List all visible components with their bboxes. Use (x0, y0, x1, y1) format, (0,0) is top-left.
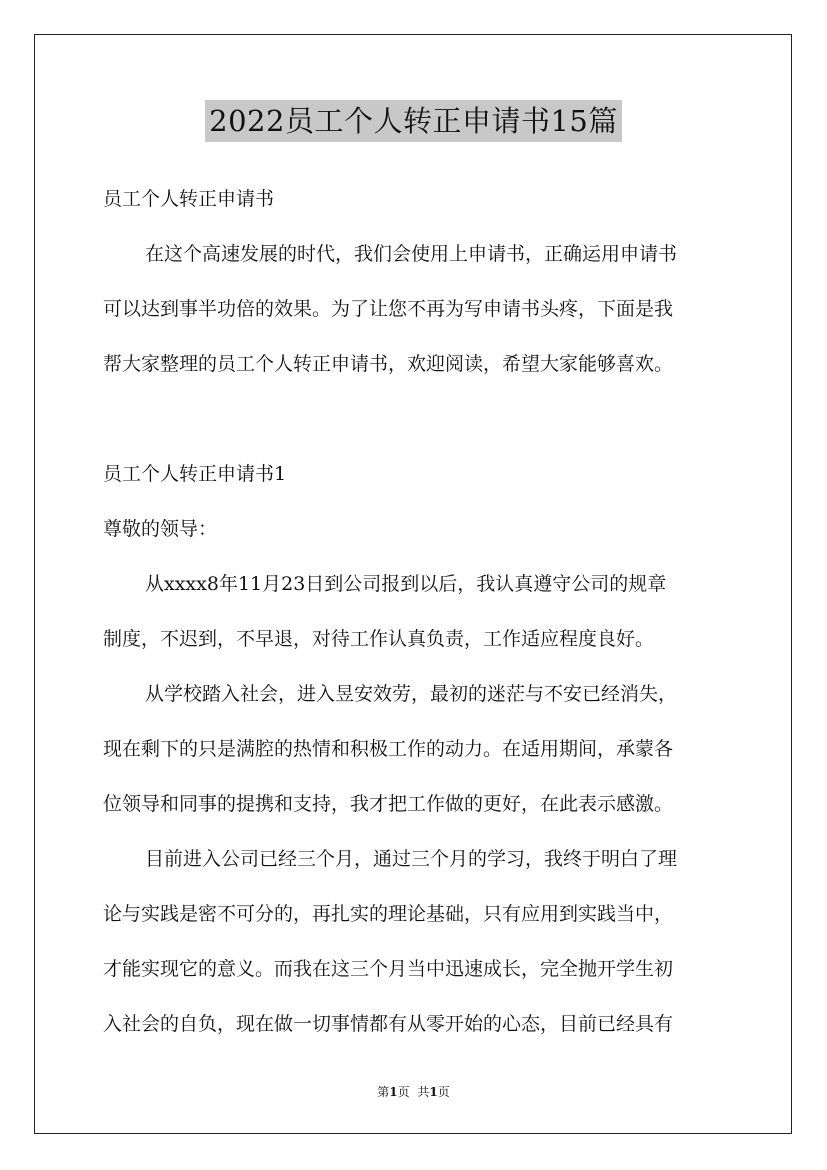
total-pages: 1 (429, 1085, 438, 1099)
total-suffix: 页 (437, 1085, 450, 1099)
salutation: 尊敬的领导： (103, 518, 218, 540)
paragraph-line: 现在剩下的只是满腔的热情和积极工作的动力。在适用期间，承蒙各 (103, 738, 674, 760)
page-suffix: 页 (397, 1085, 410, 1099)
page-number: 1 (389, 1085, 398, 1099)
paragraph-line: 论与实践是密不可分的，再扎实的理论基础，只有应用到实践当中， (103, 903, 674, 925)
title-container (0, 100, 827, 142)
section-heading: 员工个人转正申请书1 (103, 463, 287, 485)
intro-line: 可以达到事半功倍的效果。为了让您不再为写申请书头疼，下面是我 (103, 298, 674, 320)
paragraph-line: 才能实现它的意义。而我在这三个月当中迅速成长，完全抛开学生初 (103, 958, 674, 980)
paragraph-line: 制度，不迟到，不早退，对待工作认真负责，工作适应程度良好。 (103, 628, 655, 650)
blank-line (103, 392, 728, 447)
paragraph-line: 目前进入公司已经三个月，通过三个月的学习，我终于明白了理 (145, 848, 678, 870)
total-prefix: 共 (417, 1085, 430, 1099)
paragraph-line: 从xxxx8年11月23日到公司报到以后，我认真遵守公司的规章 (145, 573, 667, 595)
intro-line: 帮大家整理的员工个人转正申请书，欢迎阅读，希望大家能够喜欢。 (103, 353, 674, 375)
page-footer (0, 1083, 827, 1101)
paragraph-line: 从学校踏入社会，进入昱安效劳，最初的迷茫与不安已经消失， (145, 683, 678, 705)
paragraph-line: 位领导和同事的提携和支持，我才把工作做的更好，在此表示感激。 (103, 793, 674, 815)
document-body (103, 172, 728, 1052)
intro-heading: 员工个人转正申请书 (103, 188, 275, 210)
intro-line: 在这个高速发展的时代，我们会使用上申请书，正确运用申请书 (145, 243, 678, 265)
page-prefix: 第 (377, 1085, 390, 1099)
document-title: 2022员工个人转正申请书15篇 (205, 100, 622, 142)
paragraph-line: 入社会的自负，现在做一切事情都有从零开始的心态，目前已经具有 (103, 1013, 674, 1035)
